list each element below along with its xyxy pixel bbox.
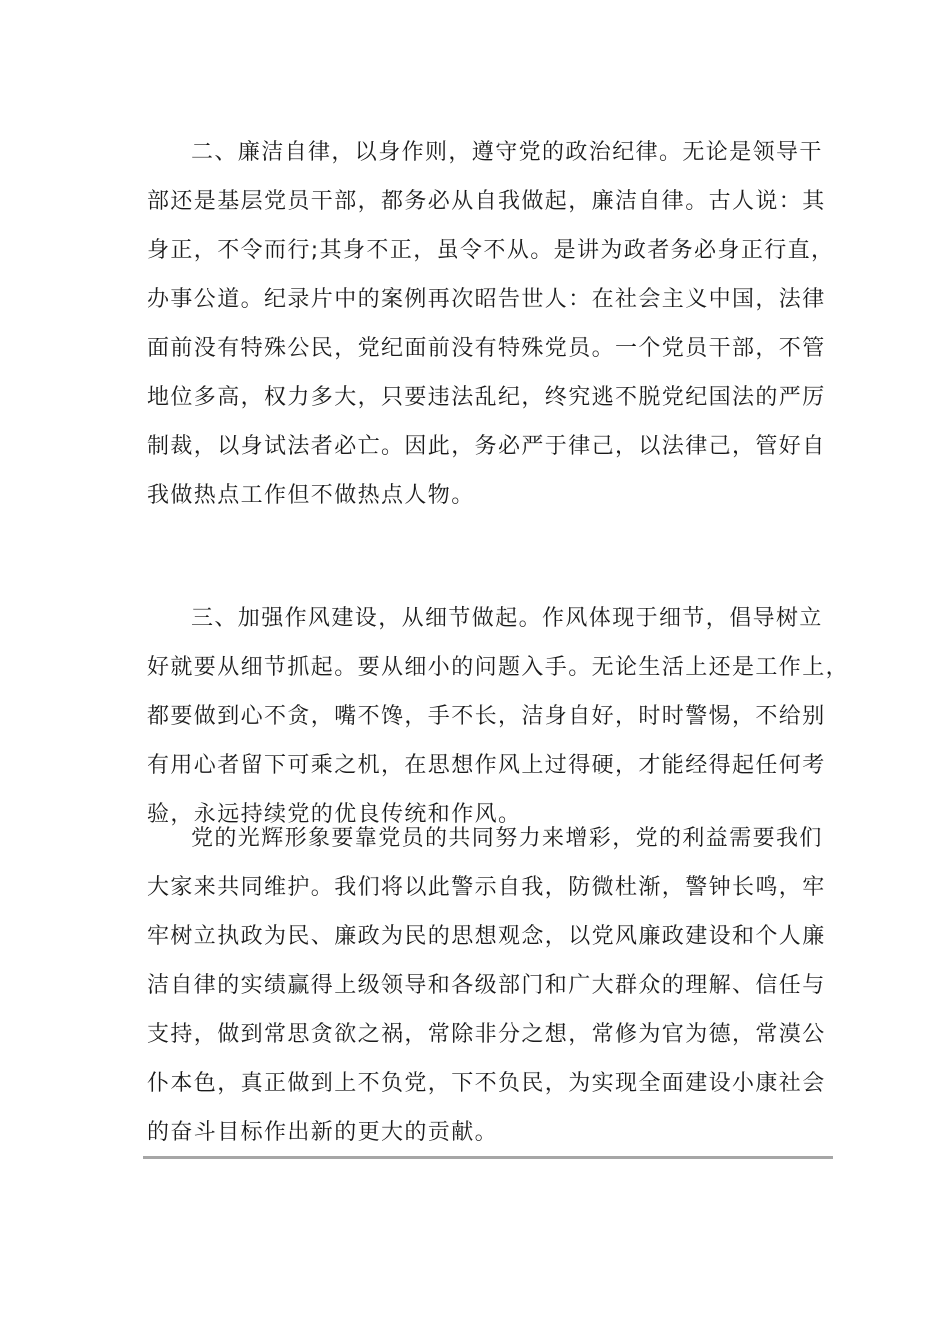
paragraph-line: 支持，做到常思贪欲之祸，常除非分之想，常修为官为德，常漠公 (147, 1022, 826, 1047)
paragraph-line: 党的光辉形象要靠党员的共同努力来增彩，党的利益需要我们 (191, 826, 823, 851)
paragraph-line: 牢树立执政为民、廉政为民的思想观念，以党风廉政建设和个人廉 (147, 924, 826, 949)
paragraph-line: 的奋斗目标作出新的更大的贡献。 (147, 1120, 499, 1145)
paragraph-line: 有用心者留下可乘之机，在思想作风上过得硬，才能经得起任何考 (147, 753, 826, 778)
paragraph-line: 部还是基层党员干部，都务必从自我做起，廉洁自律。古人说：其 (147, 189, 826, 214)
paragraph-line: 好就要从细节抓起。要从细小的问题入手。无论生活上还是工作上， (147, 655, 850, 680)
paragraph-line: 身正，不令而行;其身不正，虽令不从。是讲为政者务必身正行直， (147, 238, 835, 263)
paragraph-line: 大家来共同维护。我们将以此警示自我，防微杜渐，警钟长鸣，牢 (147, 875, 826, 900)
paragraph-work-style (147, 594, 850, 839)
paragraph-line: 洁自律的实绩赢得上级领导和各级部门和广大群众的理解、信任与 (147, 973, 826, 998)
paragraph-line: 都要做到心不贪，嘴不馋，手不长，洁身自好，时时警惕，不给别 (147, 704, 826, 729)
paragraph-line: 二、廉洁自律，以身作则，遵守党的政治纪律。无论是领导干 (191, 140, 823, 165)
paragraph-conclusion (147, 814, 826, 1157)
paragraph-line: 三、加强作风建设，从细节做起。作风体现于细节，倡导树立 (191, 606, 823, 631)
paragraph-line: 制裁，以身试法者必亡。因此，务必严于律己，以法律己，管好自 (147, 434, 826, 459)
paragraph-line: 地位多高，权力多大，只要违法乱纪，终究逃不脱党纪国法的严厉 (147, 385, 826, 410)
paragraph-line: 我做热点工作但不做热点人物。 (147, 483, 475, 508)
paragraph-line: 办事公道。纪录片中的案例再次昭告世人：在社会主义中国，法律 (147, 287, 826, 312)
paragraph-integrity (147, 128, 835, 520)
paragraph-line: 面前没有特殊公民，党纪面前没有特殊党员。一个党员干部，不管 (147, 336, 826, 361)
paragraph-line: 验，永远持续党的优良传统和作风。 (147, 802, 522, 827)
paragraph-line: 仆本色，真正做到上不负党，下不负民，为实现全面建设小康社会 (147, 1071, 826, 1096)
footer-divider (143, 1156, 833, 1159)
